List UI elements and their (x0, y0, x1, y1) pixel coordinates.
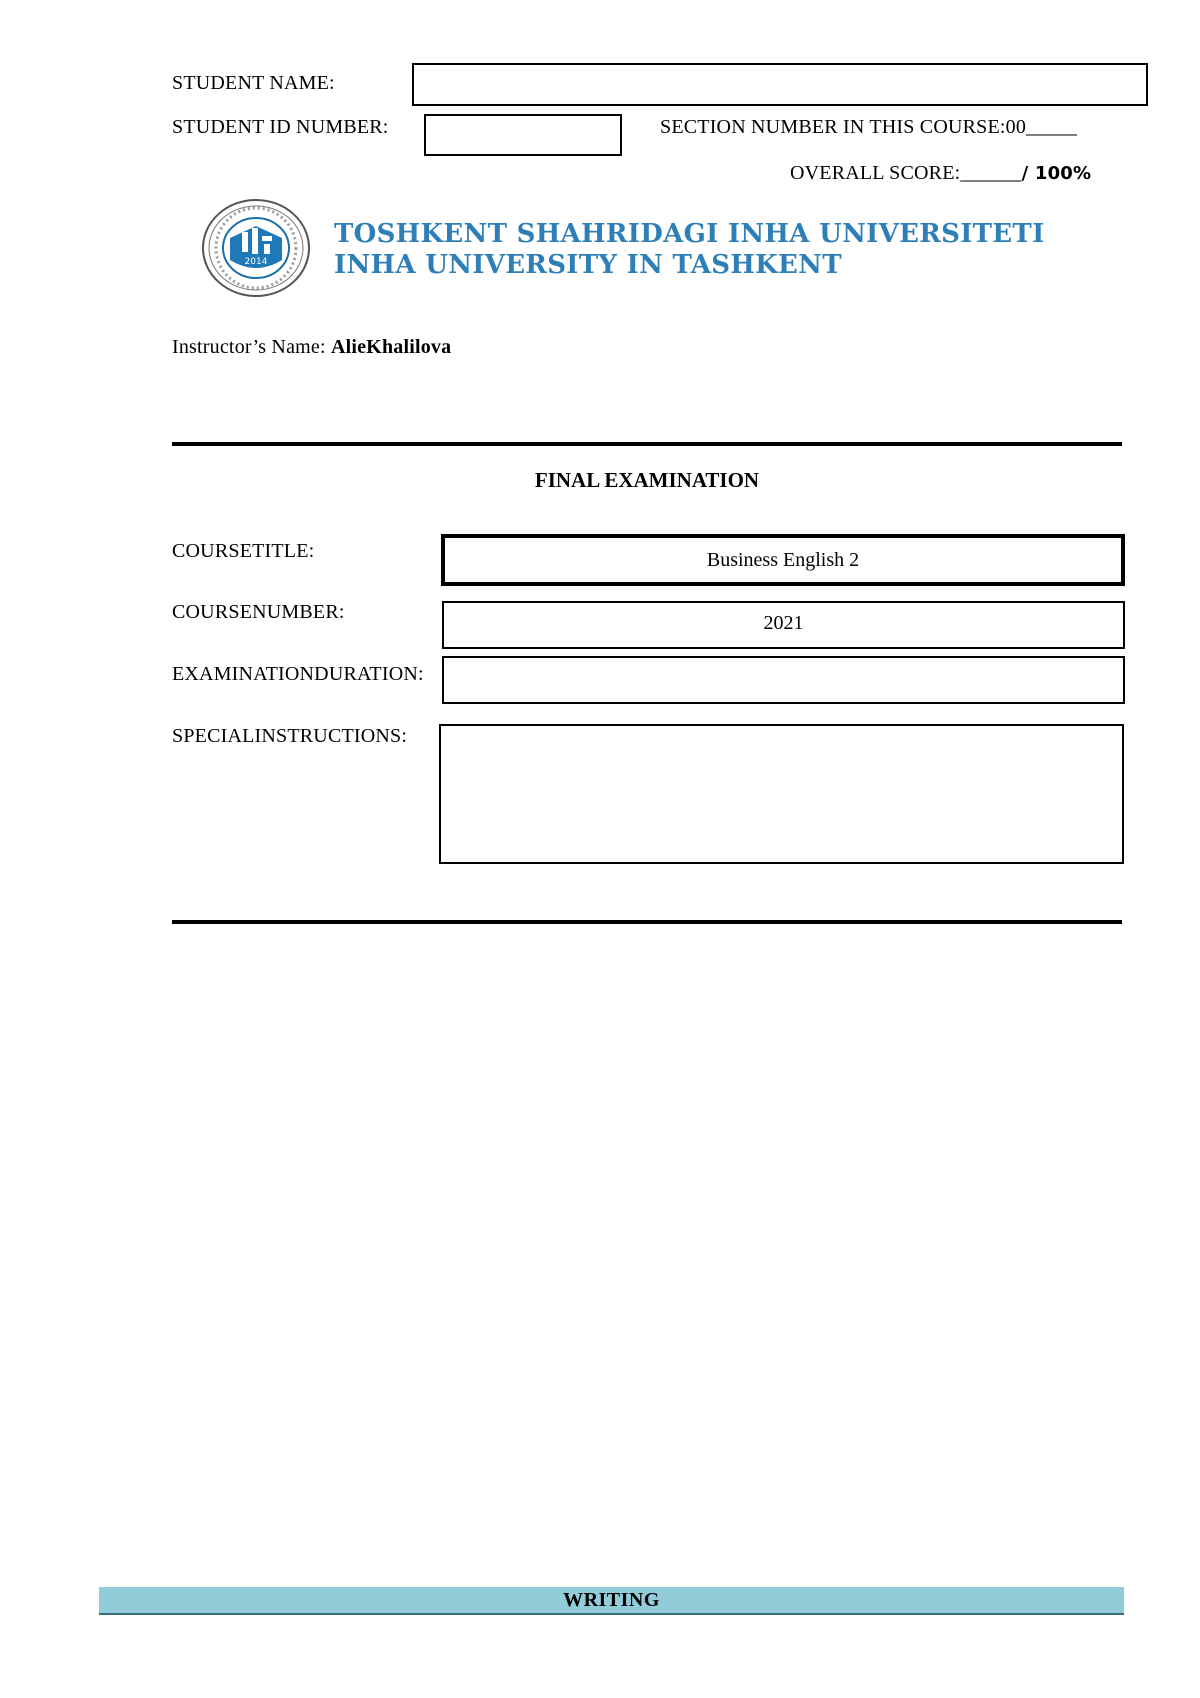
instructor-line (172, 336, 451, 359)
seal-icon (200, 198, 312, 298)
university-seal-logo (200, 198, 312, 298)
special-instructions-label: SPECIALINSTRUCTIONS: (172, 725, 408, 747)
instructor-label: Instructor’s Name: (172, 336, 326, 358)
course-number-field[interactable] (442, 601, 1125, 649)
student-id-label: STUDENT ID NUMBER: (172, 116, 389, 138)
top-divider (172, 442, 1122, 446)
course-title-label: COURSETITLE: (172, 540, 315, 562)
overall-score-suffix: / 100% (1021, 163, 1092, 184)
course-title-field[interactable] (441, 534, 1125, 586)
student-id-field[interactable] (424, 114, 622, 156)
student-name-field[interactable] (412, 63, 1148, 106)
special-instructions-field[interactable] (439, 724, 1124, 864)
exam-title: FINAL EXAMINATION (534, 468, 760, 492)
overall-score-label: OVERALL SCORE:______ (790, 162, 1022, 184)
duration-label: EXAMINATIONDURATION: (172, 663, 424, 685)
university-name-uz: TOSHKENT SHAHRIDAGI INHA UNIVERSITETI (334, 219, 1045, 249)
overall-score (790, 162, 1091, 185)
bottom-divider (172, 920, 1122, 924)
university-name-en: INHA UNIVERSITY IN TASHKENT (334, 250, 842, 280)
seal-year: 2014 (244, 257, 268, 267)
student-name-label: STUDENT NAME: (172, 72, 335, 94)
instructor-name: AlieKhalilova (330, 336, 452, 358)
section-number-label: SECTION NUMBER IN THIS COURSE:00_____ (660, 116, 1078, 138)
course-number-value: 2021 (763, 612, 804, 634)
special-instructions-value (441, 726, 1122, 742)
section-header-writing: WRITING (99, 1587, 1124, 1615)
course-title-value: Business English 2 (706, 549, 860, 571)
duration-field[interactable] (442, 656, 1125, 704)
course-number-label: COURSENUMBER: (172, 601, 345, 623)
